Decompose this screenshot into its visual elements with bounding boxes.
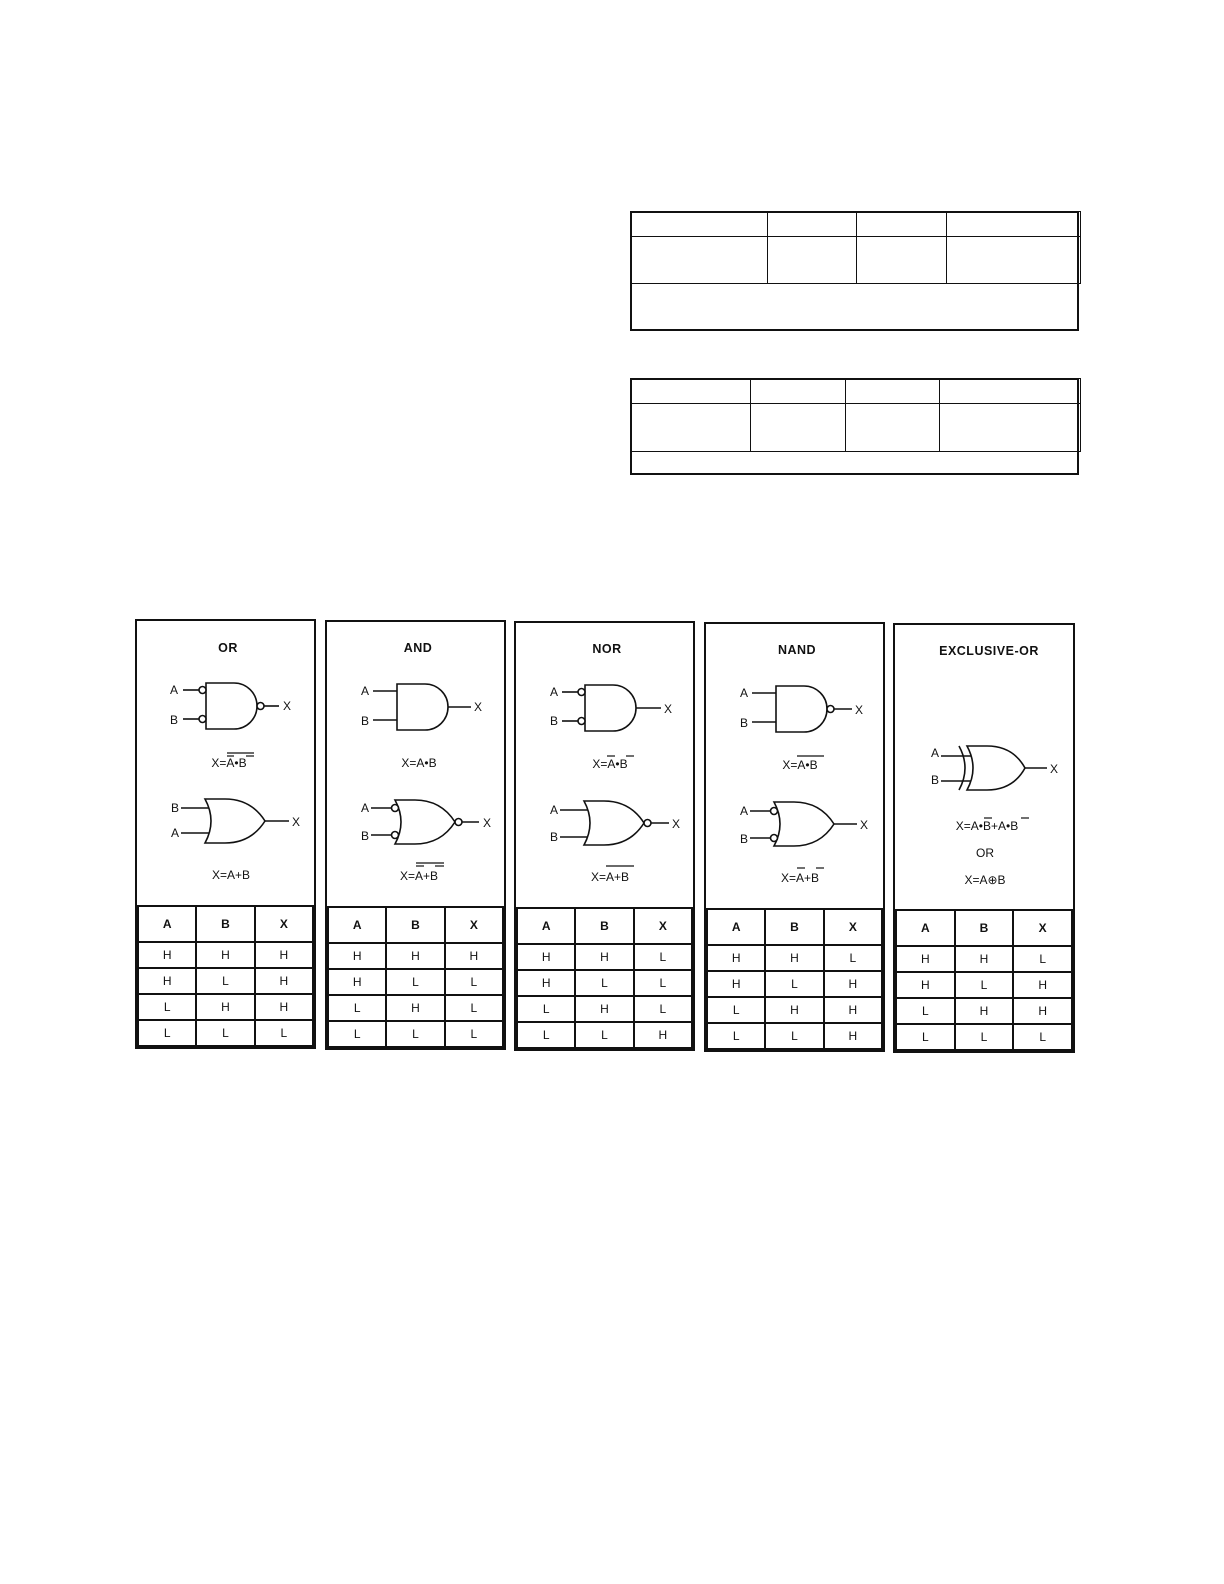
or-gate-symbol <box>371 800 479 844</box>
pin-x-label: X <box>855 703 864 717</box>
table-cell <box>856 211 947 237</box>
col-header: A <box>517 908 575 944</box>
col-header: A <box>707 909 765 945</box>
table-cell: H <box>765 945 823 971</box>
or-gate-symbol <box>750 802 857 846</box>
table-cell <box>845 378 940 404</box>
table-cell: H <box>386 995 444 1021</box>
or-gate-symbol <box>181 799 289 843</box>
pin-x-label: X <box>1050 762 1059 776</box>
table-cell: H <box>138 942 196 968</box>
xor-gate-symbol <box>941 746 1047 790</box>
table-cell: L <box>707 1023 765 1049</box>
pin-b-label: B <box>740 716 749 730</box>
col-header: X <box>634 908 692 944</box>
table-row <box>517 1022 692 1048</box>
table-cell: H <box>896 972 955 998</box>
truth-table <box>706 908 883 1050</box>
nor-gate-diagram <box>516 623 693 909</box>
table-cell: H <box>1013 998 1072 1024</box>
table-cell: L <box>765 1023 823 1049</box>
table-cell: H <box>824 971 882 997</box>
table-row <box>328 995 503 1021</box>
table-cell: L <box>386 969 444 995</box>
pin-b-label: B <box>171 801 180 815</box>
table-cell: L <box>196 968 254 994</box>
col-header: B <box>575 908 633 944</box>
pin-a-label: A <box>361 801 370 815</box>
table-cell: H <box>707 971 765 997</box>
table-cell <box>939 378 1081 404</box>
table-cell: H <box>1013 972 1072 998</box>
table-cell <box>946 211 1081 237</box>
table-cell: L <box>896 998 955 1024</box>
table-cell: H <box>445 943 503 969</box>
table-cell: L <box>824 945 882 971</box>
table-cell <box>767 211 857 237</box>
table-cell: H <box>196 994 254 1020</box>
table-cell: L <box>1013 946 1072 972</box>
empty-form-table-1 <box>630 211 1079 331</box>
pin-b-label: B <box>550 830 559 844</box>
table-row <box>328 943 503 969</box>
table-row <box>707 945 882 971</box>
pin-a-label: A <box>931 746 940 760</box>
col-header: X <box>255 906 313 942</box>
table-cell: H <box>196 942 254 968</box>
pin-x-label: X <box>474 700 483 714</box>
equation-2: X=A+B <box>399 869 439 883</box>
pin-a-label: A <box>740 686 749 700</box>
table-cell: H <box>955 998 1014 1024</box>
table-cell <box>939 403 1081 452</box>
gate-title: AND <box>403 641 433 655</box>
xor-gate-panel <box>893 623 1075 1053</box>
table-cell: L <box>707 997 765 1023</box>
table-cell: H <box>575 996 633 1022</box>
table-row <box>707 997 882 1023</box>
table-cell: L <box>445 1021 503 1047</box>
pin-b-label: B <box>550 714 559 728</box>
pin-x-label: X <box>860 818 869 832</box>
table-cell: H <box>824 997 882 1023</box>
table-cell: L <box>196 1020 254 1046</box>
table-cell: H <box>255 942 313 968</box>
truth-table <box>516 907 693 1049</box>
equation-1: X=A•B <box>211 756 247 770</box>
pin-a-label: A <box>550 803 559 817</box>
table-cell: H <box>955 946 1014 972</box>
truth-table <box>895 909 1073 1051</box>
table-row <box>517 970 692 996</box>
table-cell: H <box>824 1023 882 1049</box>
table-cell: H <box>707 945 765 971</box>
pin-x-label: X <box>483 816 492 830</box>
table-cell: L <box>1013 1024 1072 1050</box>
table-row <box>707 971 882 997</box>
table-cell: L <box>517 996 575 1022</box>
nand-gate-diagram <box>706 624 883 910</box>
table-cell: L <box>575 1022 633 1048</box>
table-row <box>138 968 313 994</box>
table-row <box>707 1023 882 1049</box>
table-cell <box>630 403 751 452</box>
table-cell: H <box>517 944 575 970</box>
table-cell: L <box>955 1024 1014 1050</box>
col-header: X <box>445 907 503 943</box>
pin-b-label: B <box>170 713 179 727</box>
table-cell: H <box>517 970 575 996</box>
table-cell <box>946 236 1081 284</box>
col-header: X <box>1013 910 1072 946</box>
equation-2: X=A+B <box>780 871 820 885</box>
or-gate-symbol <box>560 801 669 845</box>
col-header: A <box>328 907 386 943</box>
pin-a-label: A <box>740 804 749 818</box>
and-gate-symbol <box>562 685 661 731</box>
table-cell: H <box>634 1022 692 1048</box>
and-gate-symbol <box>183 683 279 729</box>
col-header: B <box>386 907 444 943</box>
table-cell: H <box>386 943 444 969</box>
pin-x-label: X <box>664 702 673 716</box>
table-row <box>328 969 503 995</box>
gate-title: EXCLUSIVE-OR <box>939 644 1039 658</box>
pin-a-label: A <box>170 683 179 697</box>
table-cell: H <box>328 943 386 969</box>
table-cell: L <box>445 995 503 1021</box>
table-row <box>517 996 692 1022</box>
table-row <box>138 1020 313 1046</box>
pin-b-label: B <box>361 829 370 843</box>
equation-2: X=A+B <box>211 868 251 882</box>
pin-x-label: X <box>672 817 681 831</box>
table-cell: H <box>765 997 823 1023</box>
table-cell <box>856 236 947 284</box>
pin-a-label: A <box>361 684 370 698</box>
table-cell: L <box>896 1024 955 1050</box>
gate-title: NAND <box>777 643 817 657</box>
table-cell: L <box>386 1021 444 1047</box>
equation-2: X=A+B <box>590 870 630 884</box>
pin-a-label: A <box>550 685 559 699</box>
table-cell: L <box>255 1020 313 1046</box>
equation-or-label: OR <box>976 846 994 860</box>
table-cell: H <box>255 994 313 1020</box>
equation-1: X=A•B <box>401 756 437 770</box>
overbar <box>416 863 444 866</box>
table-cell <box>630 211 768 237</box>
gate-title: NOR <box>592 642 622 656</box>
table-cell: L <box>634 944 692 970</box>
pin-x-label: X <box>283 699 292 713</box>
and-gate-symbol <box>373 684 471 730</box>
truth-table <box>327 906 504 1048</box>
table-cell: L <box>634 996 692 1022</box>
gate-title: OR <box>218 641 238 655</box>
equation-1: X=A•B <box>782 758 818 772</box>
or-gate-panel <box>135 619 316 1049</box>
truth-table <box>137 905 314 1047</box>
table-cell: H <box>575 944 633 970</box>
pin-b-label: B <box>931 773 940 787</box>
col-header: B <box>955 910 1014 946</box>
table-cell: L <box>765 971 823 997</box>
col-header: B <box>765 909 823 945</box>
equation-1: X=A•B+A•B <box>955 819 1019 833</box>
table-row <box>896 946 1072 972</box>
table-cell: L <box>138 994 196 1020</box>
table-cell <box>767 236 857 284</box>
table-cell: L <box>517 1022 575 1048</box>
col-header: A <box>138 906 196 942</box>
table-cell: L <box>575 970 633 996</box>
table-cell <box>630 236 768 284</box>
table-cell: L <box>328 995 386 1021</box>
and-gate-diagram <box>327 622 504 908</box>
nor-gate-panel <box>514 621 695 1051</box>
table-row <box>138 942 313 968</box>
and-gate-symbol <box>752 686 852 732</box>
nand-gate-panel <box>704 622 885 1052</box>
pin-a-label: A <box>171 826 180 840</box>
table-row <box>138 994 313 1020</box>
xor-gate-diagram <box>895 625 1073 911</box>
col-header: A <box>896 910 955 946</box>
table-row <box>896 972 1072 998</box>
table-cell: H <box>255 968 313 994</box>
col-header: B <box>196 906 254 942</box>
or-gate-diagram <box>137 621 314 907</box>
table-cell: H <box>896 946 955 972</box>
and-gate-panel <box>325 620 506 1050</box>
table-cell <box>845 403 940 452</box>
table-row <box>896 1024 1072 1050</box>
table-row <box>328 1021 503 1047</box>
table-cell: L <box>445 969 503 995</box>
empty-form-table-2 <box>630 378 1079 475</box>
pin-x-label: X <box>292 815 301 829</box>
pin-b-label: B <box>361 714 370 728</box>
table-cell <box>750 378 846 404</box>
table-cell: L <box>328 1021 386 1047</box>
table-cell: L <box>634 970 692 996</box>
table-cell: H <box>138 968 196 994</box>
equation-2: X=A⊕B <box>964 873 1006 887</box>
pin-b-label: B <box>740 832 749 846</box>
table-cell: L <box>138 1020 196 1046</box>
table-cell <box>630 378 751 404</box>
table-row <box>517 944 692 970</box>
table-row <box>896 998 1072 1024</box>
table-cell: L <box>955 972 1014 998</box>
equation-1: X=A•B <box>592 757 628 771</box>
col-header: X <box>824 909 882 945</box>
table-cell: H <box>328 969 386 995</box>
table-cell <box>750 403 846 452</box>
